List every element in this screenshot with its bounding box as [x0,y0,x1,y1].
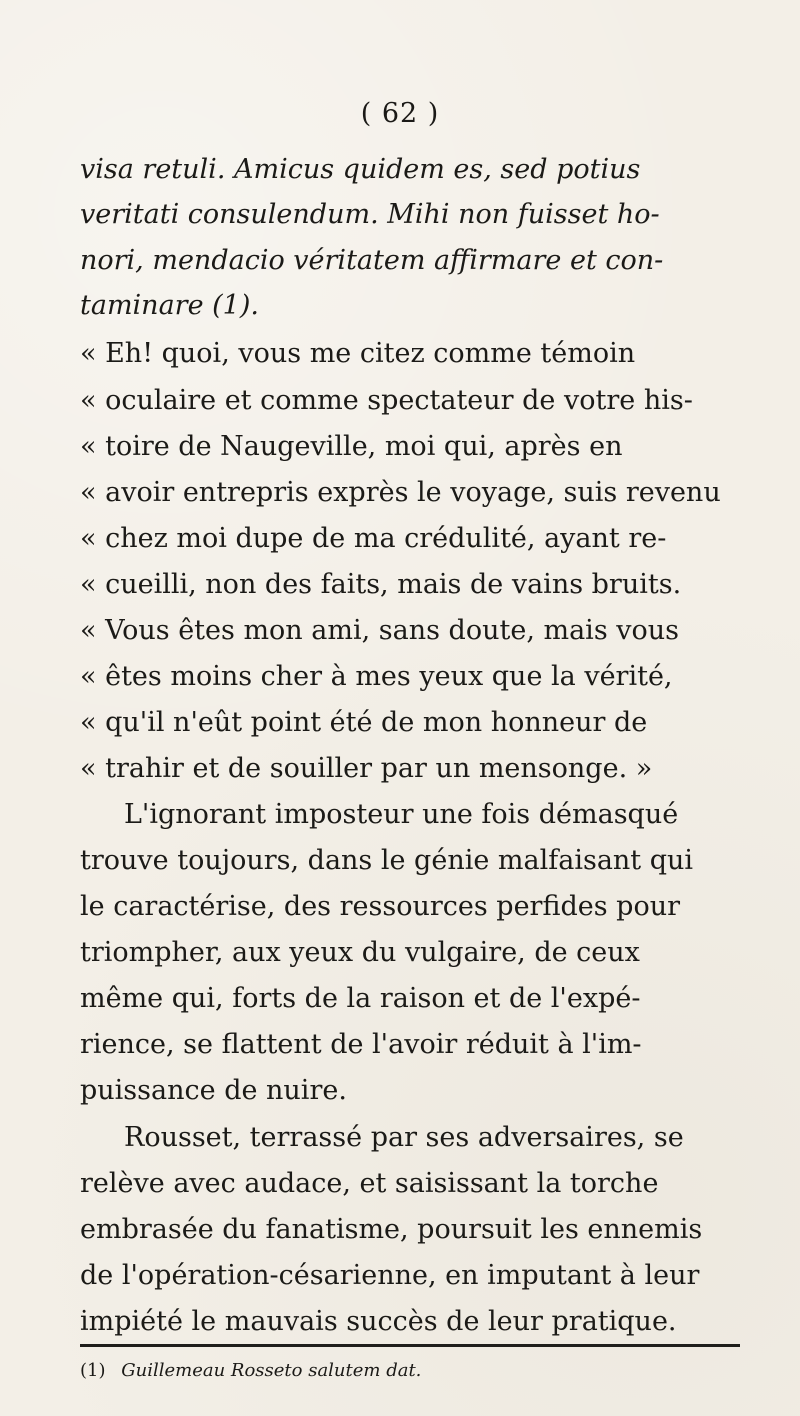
text-line-20: rience, se flattent de l'avoir réduit à l'im- [80,1029,642,1060]
text-line-1: visa retuli. Amicus quidem es, sed potius [80,154,641,185]
text-line-17: le caractérise, des ressources perfides pour [80,891,681,922]
text-line-9: « chez moi dupe de ma crédulité, ayant re- [80,523,667,554]
text-line-13: « qu'il n'eût point été de mon honneur de [80,707,648,738]
text-line-15: L'ignorant imposteur une fois démasqué [124,799,679,830]
text-line-26: impiété le mauvais succès de leur pratique. [80,1306,677,1337]
text-line-8: « avoir entrepris exprès le voyage, suis revenu [80,477,721,508]
page-number: ( 62 ) [360,98,440,129]
text-line-21: puissance de nuire. [80,1075,347,1106]
text-line-23: relève avec audace, et saisissant la torche [80,1168,659,1199]
footnote-text: Guillemeau Rosseto salutem dat. [121,1360,422,1381]
text-line-16: trouve toujours, dans le génie malfaisant qui [80,845,694,876]
text-line-24: embrasée du fanatisme, poursuit les ennemis [80,1214,703,1245]
text-line-18: triompher, aux yeux du vulgaire, de ceux [80,937,640,968]
text-line-2: veritati consulendum. Mihi non fuisset ho- [80,199,660,230]
text-line-5: « Eh! quoi, vous me citez comme témoin [80,338,636,369]
text-line-6: « oculaire et comme spectateur de votre his- [80,385,693,416]
text-line-3: nori, mendacio véritatem affirmare et con- [80,245,664,276]
text-line-10: « cueilli, non des faits, mais de vains bruits. [80,569,682,600]
text-line-22: Rousset, terrassé par ses adversaires, se [124,1122,684,1153]
text-line-14: « trahir et de souiller par un mensonge. » [80,753,653,784]
footnote-divider [80,1344,740,1347]
text-line-7: « toire de Naugeville, moi qui, après en [80,431,623,462]
text-line-12: « êtes moins cher à mes yeux que la vérité, [80,661,673,692]
text-line-11: « Vous êtes mon ami, sans doute, mais vous [80,615,680,646]
text-line-25: de l'opération-césarienne, en imputant à leur [80,1260,700,1291]
footnote-number: (1) [80,1360,106,1381]
text-line-4: taminare (1). [80,290,259,321]
footnote [80,1359,740,1383]
text-line-19: même qui, forts de la raison et de l'expé- [80,983,641,1014]
